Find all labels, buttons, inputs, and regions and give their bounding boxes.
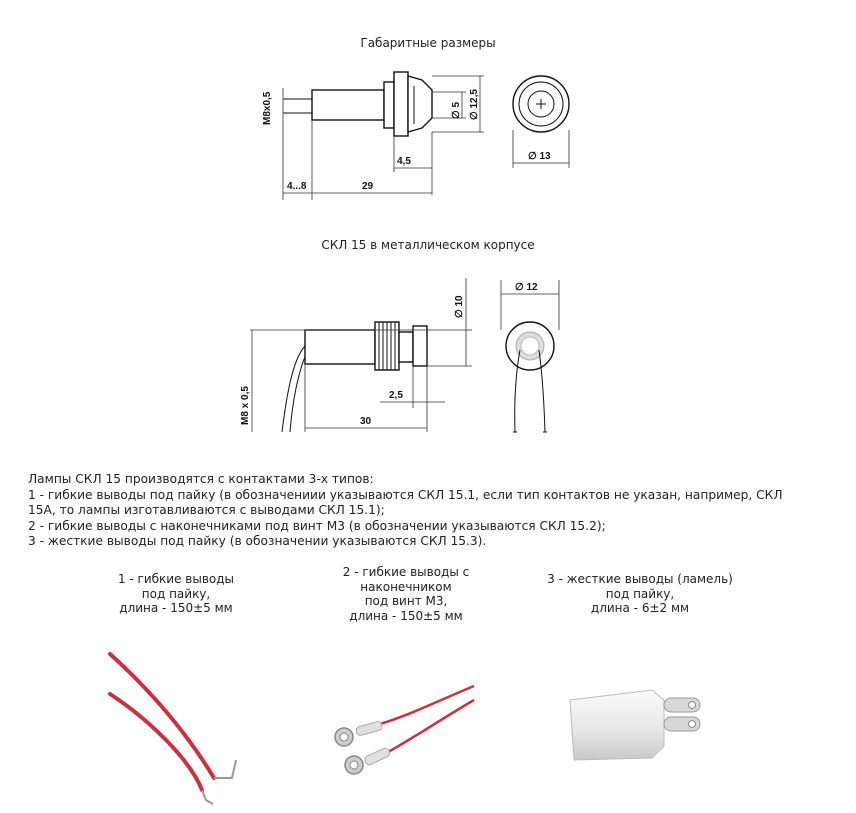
figure1-title: Габаритные размеры	[360, 36, 496, 50]
description-line: 15А, то лампы изготавливаются с выводами СКЛ 15.1);	[28, 503, 385, 518]
type1-caption: 1 - гибкие выводы под пайку, длина - 150±5 мм	[117, 572, 235, 615]
type3-caption: 3 - жесткие выводы (ламель) под пайку, длина - 6±2 мм	[547, 572, 733, 615]
description-line: 1 - гибкие выводы под пайку (в обозначениии указываются СКЛ 15.1, если тип контактов не указан, например, СКЛ	[28, 487, 783, 502]
fig2-d-front-label: ∅ 12	[515, 282, 538, 293]
type2-caption: 2 - гибкие выводы с наконечником под винт М3, длина - 150±5 мм	[342, 565, 470, 623]
fig2-length-label: 30	[360, 416, 372, 427]
fig2-flange-label: 2,5	[389, 390, 403, 401]
fig2-thread-label: M8 x 0,5	[240, 386, 251, 425]
fig1-flange-label: 4,5	[397, 156, 411, 167]
fig1-d-front-label: ∅ 13	[528, 151, 551, 162]
description-line: 3 - жесткие выводы под пайку (в обозначении указываются СКЛ 15.3).	[28, 534, 487, 549]
fig1-thread-label: M8x0,5	[262, 91, 273, 125]
description-line: 2 - гибкие выводы с наконечниками под винт М3 (в обозначении указываются СКЛ 15.2);	[28, 518, 606, 533]
fig1-d-outer-label: ∅ 12,5	[469, 89, 480, 120]
description-line: Лампы СКЛ 15 производятся с контактами 3-х типов:	[28, 472, 374, 486]
fig1-d-inner-label: ∅ 5	[451, 101, 462, 119]
figure2-title: СКЛ 15 в металлическом корпусе	[321, 238, 535, 252]
fig1-length-label: 29	[362, 181, 374, 192]
fig1-wire-label: 4...8	[287, 181, 307, 192]
fig2-d-body-label: ∅ 10	[454, 295, 465, 318]
